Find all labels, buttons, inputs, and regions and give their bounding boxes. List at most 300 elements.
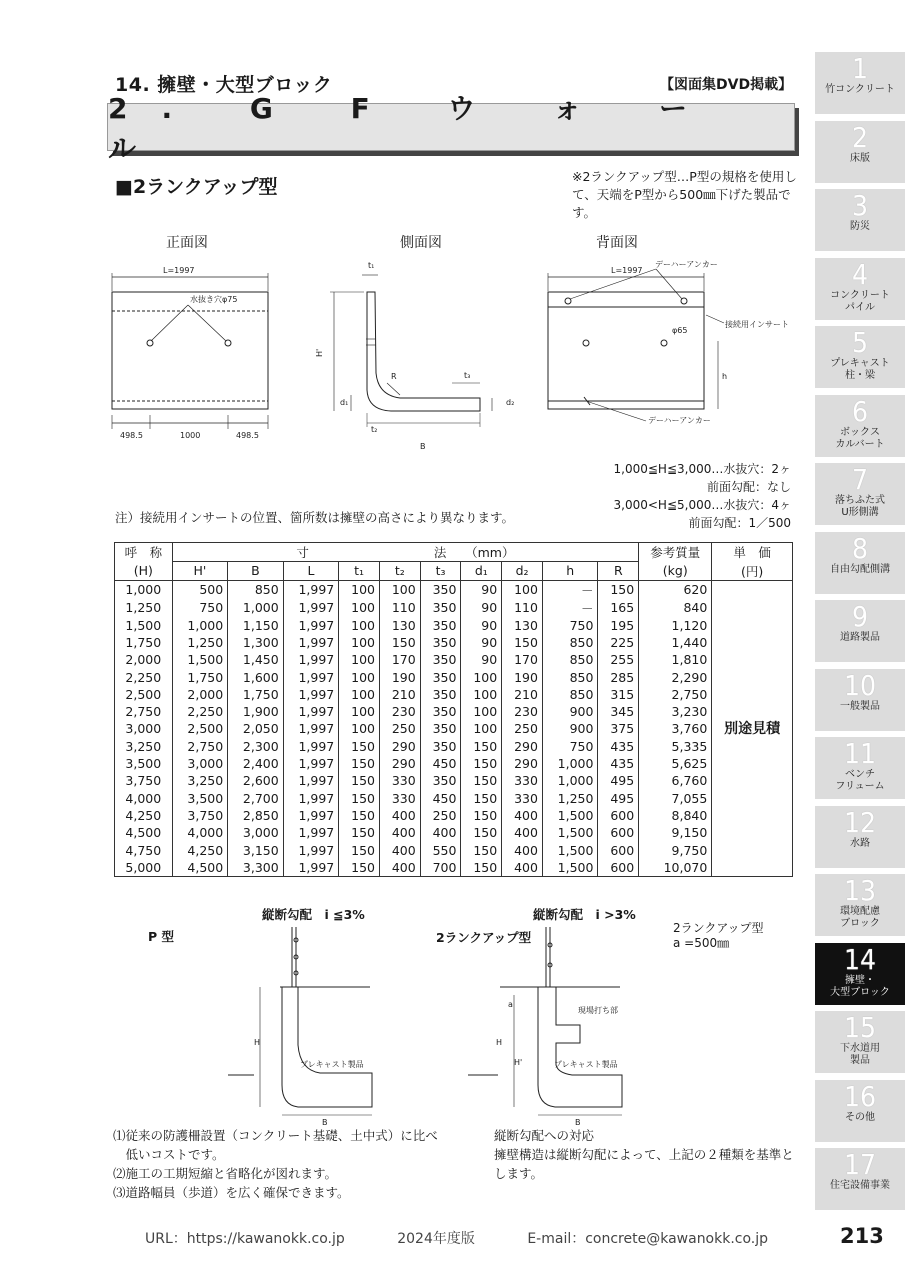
table-cell: 150 <box>461 738 502 755</box>
tab-label: コンクリート パイル <box>830 289 890 313</box>
table-cell: 100 <box>502 580 543 599</box>
table-cell: 6,760 <box>639 772 712 789</box>
side-view-label: 側面図 <box>400 235 442 251</box>
table-row <box>115 807 793 824</box>
table-cell: 850 <box>542 651 598 668</box>
tab-number: 7 <box>851 463 869 496</box>
table-cell: 150 <box>339 841 380 858</box>
tab-number: 6 <box>851 394 869 428</box>
tab-number: 16 <box>843 1079 877 1113</box>
table-cell: 1,300 <box>228 634 284 651</box>
table-cell: 3,750 <box>115 772 173 789</box>
table-cell: 9,750 <box>639 841 712 858</box>
table-cell: 230 <box>379 703 420 720</box>
table-cell: 3,000 <box>115 720 173 737</box>
table-cell: 840 <box>639 599 712 617</box>
svg-text:498.5: 498.5 <box>120 431 143 440</box>
slope-left-label: 縦断勾配 i ≦3% <box>262 907 365 922</box>
table-cell: 1,000 <box>542 772 598 789</box>
table-cell: 3,760 <box>639 720 712 737</box>
table-cell: 4,000 <box>172 824 228 841</box>
anchor-bottom-label: デーハーアンカー <box>648 416 711 425</box>
table-row <box>115 755 793 772</box>
table-cell: 1,997 <box>283 841 339 858</box>
table-cell: 100 <box>339 668 380 685</box>
table-cell: 2,750 <box>639 686 712 703</box>
section-title: 14. 擁壁・大型ブロック <box>115 74 333 96</box>
table-cell: 400 <box>502 841 543 858</box>
side-view-drawing <box>315 261 514 451</box>
table-cell: 1,500 <box>542 841 598 858</box>
table-cell: 1,997 <box>283 686 339 703</box>
tab-number: 5 <box>851 326 869 359</box>
svg-text:h: h <box>722 372 728 381</box>
table-cell: 1,997 <box>283 651 339 668</box>
table-cell: － <box>542 599 598 617</box>
table-cell: 850 <box>228 580 284 599</box>
p-type-label: P 型 <box>148 929 175 944</box>
table-cell: 290 <box>502 755 543 772</box>
table-cell: 1,500 <box>115 617 173 634</box>
tab-chapter-2[interactable] <box>815 121 905 183</box>
svg-text:H': H' <box>315 348 324 357</box>
table-cell: 435 <box>598 738 639 755</box>
table-cell: 900 <box>542 703 598 720</box>
table-cell: 3,250 <box>172 772 228 789</box>
table-cell: 3,500 <box>172 789 228 806</box>
col-3: t₁ <box>339 562 380 581</box>
drain-conditions: 1,000≦H≦3,000…水抜穴：2ヶ 前面勾配：なし 3,000<H≦5,000…水抜穴：4ヶ 前面勾配：1／500 <box>613 462 791 530</box>
table-cell: 4,500 <box>115 824 173 841</box>
table-cell: 345 <box>598 703 639 720</box>
table-cell: 190 <box>502 668 543 685</box>
table-cell: 1,000 <box>115 580 173 599</box>
rank-precast-label: プレキャスト製品 <box>554 1060 618 1069</box>
tab-chapter-10[interactable] <box>815 669 905 731</box>
svg-text:B: B <box>322 1118 328 1125</box>
table-cell: 100 <box>339 634 380 651</box>
table-cell: 1,440 <box>639 634 712 651</box>
cross-section-drawings <box>110 895 670 1125</box>
table-cell: 400 <box>379 807 420 824</box>
table-cell: 5,625 <box>639 755 712 772</box>
svg-text:1000: 1000 <box>180 431 201 440</box>
table-cell: 2,300 <box>228 738 284 755</box>
tab-chapter-12[interactable] <box>815 806 905 868</box>
table-cell: 400 <box>379 841 420 858</box>
table-cell: 350 <box>420 703 461 720</box>
table-cell: 250 <box>502 720 543 737</box>
table-cell: 330 <box>379 772 420 789</box>
table-cell: 1,450 <box>228 651 284 668</box>
table-cell: 550 <box>420 841 461 858</box>
table-row <box>115 789 793 806</box>
table-cell: 450 <box>420 755 461 772</box>
table-cell: 400 <box>502 807 543 824</box>
footer-url[interactable]: URL：https://kawanokk.co.jp <box>145 1231 345 1247</box>
table-cell: 150 <box>461 841 502 858</box>
table-cell: 2,850 <box>228 807 284 824</box>
table-cell: 2,750 <box>115 703 173 720</box>
table-cell: 350 <box>420 668 461 685</box>
table-cell: 100 <box>339 599 380 617</box>
table-cell: 100 <box>461 703 502 720</box>
tab-number: 4 <box>851 257 869 291</box>
col-5: t₃ <box>420 562 461 581</box>
tab-chapter-1[interactable] <box>815 52 905 114</box>
table-cell: 100 <box>339 617 380 634</box>
table-cell: 1,997 <box>283 807 339 824</box>
table-cell: 4,250 <box>172 841 228 858</box>
table-cell: 150 <box>461 755 502 772</box>
table-cell: 1,000 <box>542 755 598 772</box>
table-cell: 150 <box>339 772 380 789</box>
svg-text:d₁: d₁ <box>340 398 349 407</box>
table-cell: 3,230 <box>639 703 712 720</box>
table-cell: 150 <box>339 824 380 841</box>
table-cell: 150 <box>339 807 380 824</box>
table-cell: 495 <box>598 789 639 806</box>
table-cell: 90 <box>461 634 502 651</box>
footer <box>145 1228 816 1248</box>
drain-hole-left <box>147 340 153 346</box>
table-cell: 2,250 <box>115 668 173 685</box>
p-type-section <box>228 927 372 1125</box>
benefits-list: ⑴従来の防護柵設置（コンクリート基礎、土中式）に比べ 低いコストです。 ⑵施工の工期短縮と省略化が図れます。 ⑶道路幅員（歩道）を広く確保できます。 <box>113 1128 438 1200</box>
table-row <box>115 824 793 841</box>
tab-label: ベンチ フリューム <box>835 769 885 792</box>
table-cell: 1,997 <box>283 599 339 617</box>
drain-label: 水抜き穴φ75 <box>190 295 238 304</box>
tab-label: 道路製品 <box>840 632 880 643</box>
table-cell: 350 <box>420 720 461 737</box>
table-cell: 290 <box>502 738 543 755</box>
tab-label: 竹コンクリート <box>825 84 895 95</box>
table-cell: 400 <box>379 824 420 841</box>
tab-chapter-9[interactable] <box>815 600 905 662</box>
col-price: 単 価 <box>712 543 793 562</box>
table-cell: 4,250 <box>115 807 173 824</box>
table-cell: 1,997 <box>283 772 339 789</box>
table-cell: 255 <box>598 651 639 668</box>
table-cell: 100 <box>339 580 380 599</box>
tab-number: 12 <box>843 805 877 839</box>
table-cell: 1,997 <box>283 703 339 720</box>
table-cell: 100 <box>339 703 380 720</box>
table-row <box>115 772 793 789</box>
p-precast-label: プレキャスト製品 <box>300 1060 364 1069</box>
table-cell: 4,500 <box>172 859 228 877</box>
table-cell: 1,000 <box>228 599 284 617</box>
table-cell: 225 <box>598 634 639 651</box>
tab-chapter-6[interactable] <box>815 395 905 457</box>
svg-text:H: H <box>254 1038 261 1047</box>
table-cell: 330 <box>379 789 420 806</box>
table-cell: 400 <box>502 824 543 841</box>
technical-drawings <box>108 255 798 455</box>
table-cell: 250 <box>420 807 461 824</box>
tab-label: 防災 <box>850 221 870 232</box>
table-cell: 100 <box>461 686 502 703</box>
back-view-label: 背面図 <box>596 235 638 251</box>
tab-chapter-7[interactable] <box>815 463 905 525</box>
tab-chapter-5[interactable] <box>815 326 905 388</box>
table-cell: 110 <box>502 599 543 617</box>
table-cell: 700 <box>420 859 461 877</box>
tab-chapter-14[interactable] <box>815 943 905 1005</box>
table-cell: 330 <box>502 789 543 806</box>
table-cell: 110 <box>379 599 420 617</box>
table-cell: 750 <box>172 599 228 617</box>
footer-edition: 2024年度版 <box>397 1231 475 1247</box>
tab-number: 15 <box>843 1011 877 1044</box>
table-cell: 450 <box>420 789 461 806</box>
slope-right-label: 縦断勾配 i >3% <box>533 907 636 922</box>
table-cell: 3,000 <box>172 755 228 772</box>
table-cell: 1,600 <box>228 668 284 685</box>
table-row <box>115 859 793 877</box>
tab-number: 13 <box>843 874 877 907</box>
tab-number: 8 <box>851 531 869 565</box>
table-cell: 1,250 <box>172 634 228 651</box>
tab-chapter-13[interactable] <box>815 874 905 936</box>
tab-label: 水路 <box>850 837 870 849</box>
table-cell: 1,997 <box>283 824 339 841</box>
table-cell: 2,000 <box>115 651 173 668</box>
table-cell: 2,500 <box>172 720 228 737</box>
table-cell: 290 <box>379 738 420 755</box>
table-cell: 2,500 <box>115 686 173 703</box>
table-cell: 750 <box>542 617 598 634</box>
table-cell: 2,400 <box>228 755 284 772</box>
tab-number: 17 <box>843 1148 877 1181</box>
table-cell: 350 <box>420 738 461 755</box>
diagram-note: 注）接続用インサートの位置、箇所数は擁壁の高さにより異なります。 <box>115 510 515 525</box>
table-row <box>115 686 793 703</box>
table-row <box>115 580 793 599</box>
table-cell: 850 <box>542 668 598 685</box>
table-cell: 5,000 <box>115 859 173 877</box>
table-cell: 400 <box>502 859 543 877</box>
table-cell: 210 <box>379 686 420 703</box>
table-cell: 1,150 <box>228 617 284 634</box>
table-cell: 750 <box>542 738 598 755</box>
table-cell: 100 <box>339 686 380 703</box>
table-cell: 1,250 <box>542 789 598 806</box>
svg-text:t₁: t₁ <box>368 261 375 270</box>
tab-number: 9 <box>851 600 869 633</box>
table-cell: 3,250 <box>115 738 173 755</box>
table-cell: 150 <box>598 580 639 599</box>
table-cell: 495 <box>598 772 639 789</box>
table-cell: 90 <box>461 580 502 599</box>
tab-number: 3 <box>851 189 869 222</box>
table-cell: 150 <box>379 634 420 651</box>
tab-chapter-16[interactable] <box>815 1080 905 1142</box>
anchor-top-label: デーハーアンカー <box>655 260 718 269</box>
table-cell: 1,997 <box>283 720 339 737</box>
tab-number: 14 <box>843 942 877 976</box>
table-cell: 190 <box>379 668 420 685</box>
table-cell: 1,997 <box>283 617 339 634</box>
svg-text:L=1997: L=1997 <box>611 266 643 275</box>
table-cell: 1,000 <box>172 617 228 634</box>
col-0: H' <box>172 562 228 581</box>
table-cell: 100 <box>461 720 502 737</box>
table-cell: 4,000 <box>115 789 173 806</box>
table-cell: 1,250 <box>115 599 173 617</box>
svg-text:φ65: φ65 <box>672 326 688 335</box>
tab-number: 2 <box>851 120 869 154</box>
table-cell: 100 <box>339 720 380 737</box>
front-view-drawing <box>112 266 268 440</box>
col-dims: 寸 法 （mm） <box>172 543 639 562</box>
tab-chapter-15[interactable] <box>815 1011 905 1073</box>
table-cell: 150 <box>339 755 380 772</box>
table-cell: 1,500 <box>172 651 228 668</box>
spec-table: 呼 称 寸 法 （mm） 参考質量 単 価 (H) H' B L t₁ t₂ t₃ d₁ d₂ h R (kg) (円) 1,000 500 850 1,997 100 100 350 90 100 － 150 620 別途見積 1,250 750 1,000 1,997 100 110 350 90 110 － 165 840 1,500 1,000 1,150 1,997 100 130 350 90 130 750 195 1,120 1,750 1,250 1,300 1,997 100 150 350 90 150 850 225 1,440 2,000 1,500 1,450 1,997 100 170 350 90 170 850 255 1,810 2,250 1,750 1,600 1,997 100 190 350 100 190 850 285 2,290 2,500 2,000 1,750 1,997 100 210 350 100 210 850 315 2,750 2,750 2,250 1,900 1,997 100 230 350 100 230 900 345 3,230 3,000 2,500 2,050 1,997 100 250 350 100 250 900 375 3,760 3,250 2,750 2,300 1,997 150 290 350 150 290 750 435 5,335 3,500 3,000 2,400 1,997 150 290 450 150 290 1,000 435 5,625 3,750 3,250 2,600 1,997 150 330 350 150 330 1,000 495 6,760 4,000 3,500 2,700 1,997 150 330 450 150 330 1,250 495 7,055 4,250 3,750 2,850 1,997 150 400 250 150 400 1,500 600 8,840 4,500 4,000 3,000 1,997 150 400 400 150 400 1,500 600 9,150 4,750 4,250 3,150 1,997 150 400 550 150 400 1,500 600 9,750 5,000 4,500 3,300 1,997 150 400 700 150 400 1,500 600 10,070 <box>114 542 793 877</box>
col-9: R <box>598 562 639 581</box>
col-4: t₂ <box>379 562 420 581</box>
table-cell: 285 <box>598 668 639 685</box>
footer-email[interactable]: E-mail：concrete@kawanokk.co.jp <box>527 1231 769 1247</box>
table-cell: 3,300 <box>228 859 284 877</box>
tab-chapter-8[interactable] <box>815 532 905 594</box>
table-cell: 90 <box>461 617 502 634</box>
type-note: ※2ランクアップ型…P型の規格を使用して、天端をP型から500㎜下げた製品です。 <box>572 169 797 220</box>
drain-hole-right <box>225 340 231 346</box>
table-cell: 90 <box>461 651 502 668</box>
table-cell: 600 <box>598 859 639 877</box>
table-cell: 600 <box>598 841 639 858</box>
col-8: h <box>542 562 598 581</box>
table-cell: 1,750 <box>172 668 228 685</box>
table-cell: 3,750 <box>172 807 228 824</box>
tab-label: 下水道用 製品 <box>840 1043 880 1066</box>
table-cell: 1,900 <box>228 703 284 720</box>
table-cell: 400 <box>379 859 420 877</box>
table-cell: 130 <box>502 617 543 634</box>
col-1: B <box>228 562 284 581</box>
tab-chapter-4[interactable] <box>815 258 905 320</box>
slope-note: 縦断勾配への対応 擁壁構造は縦断勾配によって、上記の２種類を基準とします。 <box>494 1128 794 1181</box>
table-cell: 150 <box>461 824 502 841</box>
table-cell: 100 <box>379 580 420 599</box>
table-cell: 150 <box>339 859 380 877</box>
table-cell: 900 <box>542 720 598 737</box>
price-cell: 別途見積 <box>712 580 793 876</box>
svg-text:R: R <box>391 372 397 381</box>
table-cell: 165 <box>598 599 639 617</box>
table-row <box>115 720 793 737</box>
table-cell: 150 <box>461 859 502 877</box>
table-row <box>115 841 793 858</box>
table-cell: 1,997 <box>283 738 339 755</box>
table-cell: 600 <box>598 824 639 841</box>
table-row <box>115 668 793 685</box>
table-cell: 210 <box>502 686 543 703</box>
table-cell: 9,150 <box>639 824 712 841</box>
tab-label: 床版 <box>850 152 870 164</box>
tab-chapter-11[interactable] <box>815 737 905 799</box>
tab-label: 一般製品 <box>840 700 880 712</box>
table-cell: 4,750 <box>115 841 173 858</box>
table-cell: 315 <box>598 686 639 703</box>
table-row <box>115 617 793 634</box>
table-cell: 2,000 <box>172 686 228 703</box>
tab-label: その他 <box>845 1111 875 1123</box>
svg-text:498.5: 498.5 <box>236 431 259 440</box>
svg-text:t₃: t₃ <box>464 371 471 380</box>
table-cell: 2,600 <box>228 772 284 789</box>
table-cell: 150 <box>339 789 380 806</box>
table-cell: 350 <box>420 580 461 599</box>
table-cell: 150 <box>339 738 380 755</box>
tab-label: ボックス カルバート <box>835 426 885 450</box>
table-row <box>115 599 793 617</box>
svg-text:H': H' <box>514 1058 523 1067</box>
rank-up-section <box>468 927 622 1125</box>
tab-label: 擁壁・ 大型ブロック <box>830 974 890 998</box>
tab-label: 住宅設備事業 <box>830 1180 890 1191</box>
tab-label: 環境配慮 ブロック <box>840 906 880 929</box>
table-cell: 8,840 <box>639 807 712 824</box>
table-cell: 850 <box>542 634 598 651</box>
table-cell: 3,150 <box>228 841 284 858</box>
rank-type-label: 2ランクアップ型 <box>436 930 532 945</box>
table-cell: 3,500 <box>115 755 173 772</box>
table-cell: 150 <box>461 789 502 806</box>
table-cell: 150 <box>461 807 502 824</box>
tab-chapter-3[interactable] <box>815 189 905 251</box>
table-cell: 1,997 <box>283 634 339 651</box>
table-cell: 620 <box>639 580 712 599</box>
table-cell: 330 <box>502 772 543 789</box>
tab-number: 1 <box>851 52 869 85</box>
table-cell: 100 <box>461 668 502 685</box>
site-cast-label: 現場打ち部 <box>578 1006 618 1015</box>
table-cell: 350 <box>420 651 461 668</box>
tab-chapter-17[interactable] <box>815 1148 905 1210</box>
table-cell: 350 <box>420 772 461 789</box>
table-row <box>115 651 793 668</box>
table-cell: 350 <box>420 599 461 617</box>
table-cell: － <box>542 580 598 599</box>
table-cell: 350 <box>420 617 461 634</box>
table-cell: 2,250 <box>172 703 228 720</box>
table-cell: 350 <box>420 634 461 651</box>
table-cell: 1,750 <box>115 634 173 651</box>
table-cell: 2,290 <box>639 668 712 685</box>
front-view-label: 正面図 <box>166 235 208 251</box>
dvd-note: 【図面集DVD掲載】 <box>660 77 793 93</box>
table-cell: 350 <box>420 686 461 703</box>
table-cell: 435 <box>598 755 639 772</box>
table-cell: 1,997 <box>283 755 339 772</box>
table-cell: 1,750 <box>228 686 284 703</box>
front-L-label: L=1997 <box>163 266 195 275</box>
tab-number: 11 <box>843 737 877 770</box>
svg-text:H: H <box>496 1038 503 1047</box>
table-cell: 2,750 <box>172 738 228 755</box>
col-2: L <box>283 562 339 581</box>
col-mass: 参考質量 <box>639 543 712 562</box>
table-cell: 850 <box>542 686 598 703</box>
table-cell: 1,500 <box>542 824 598 841</box>
tab-number: 10 <box>843 668 877 702</box>
rank-note: 2ランクアップ型 a =500㎜ <box>673 921 764 950</box>
table-cell: 600 <box>598 807 639 824</box>
